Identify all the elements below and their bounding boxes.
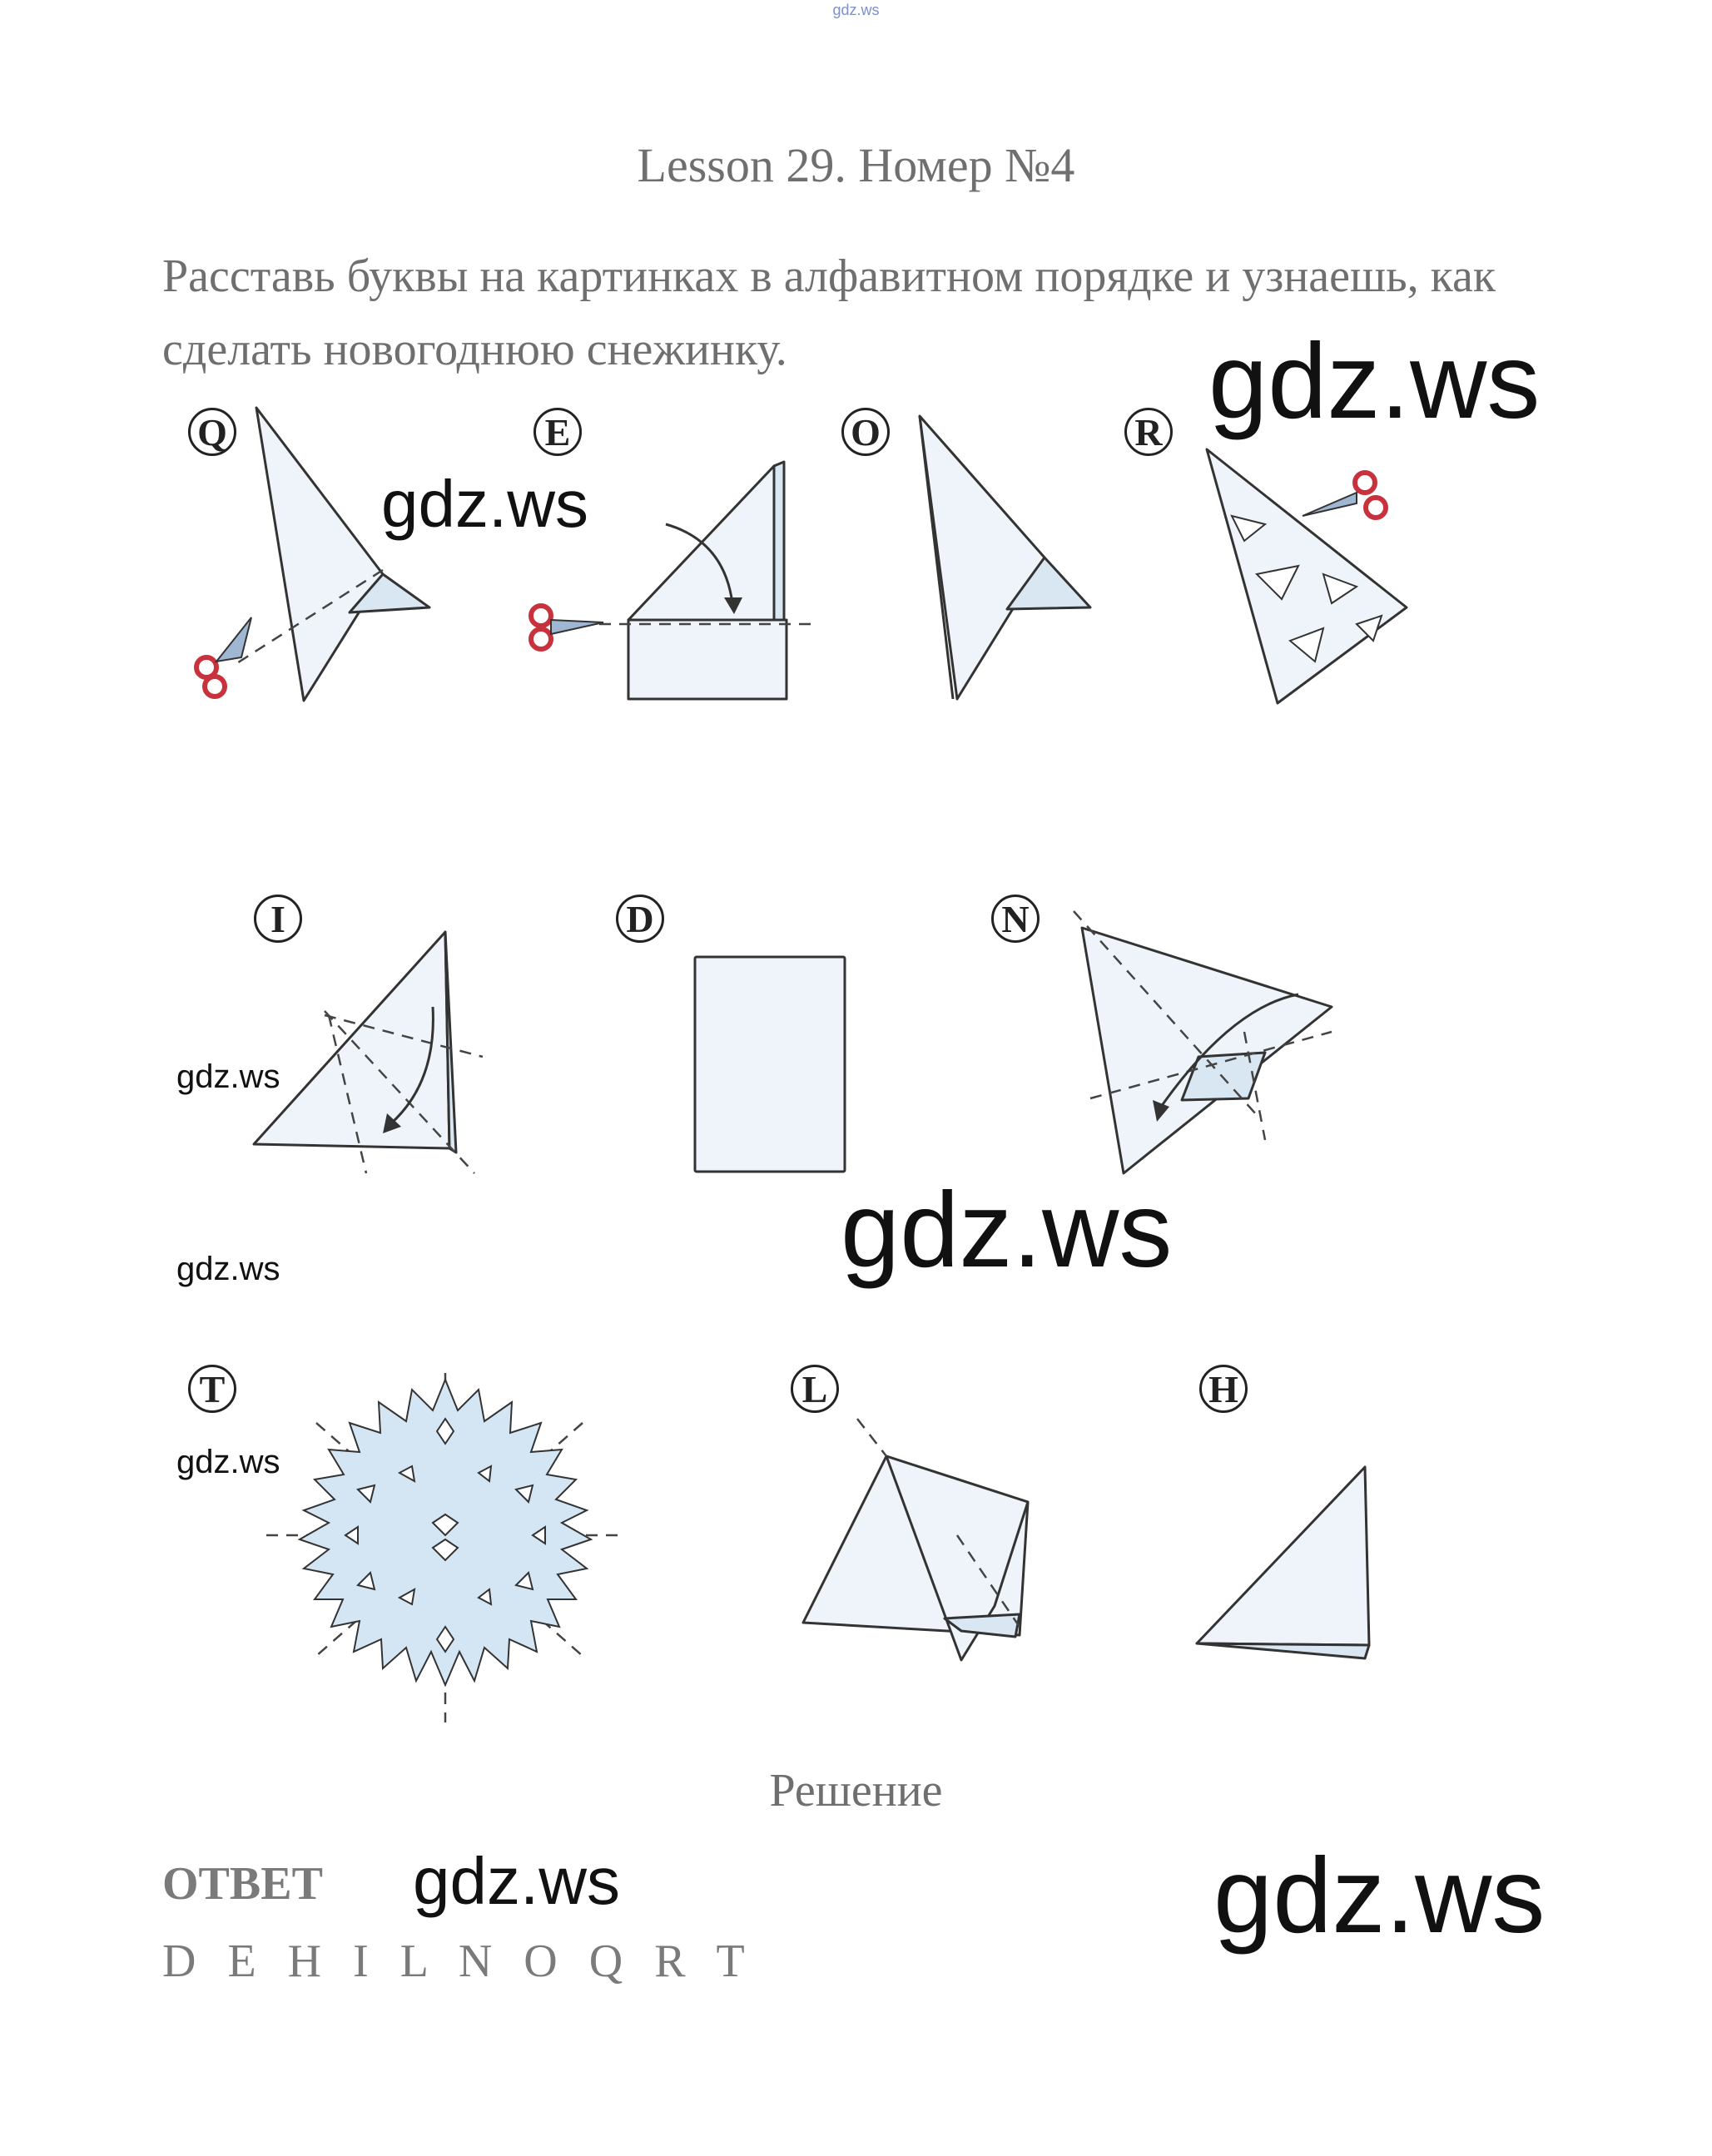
watermark-text: gdz.ws xyxy=(381,467,588,541)
figure-label-t: T xyxy=(188,1365,236,1413)
watermark-text: gdz.ws xyxy=(176,1251,280,1287)
figure-label-d: D xyxy=(616,895,664,943)
figure-o-illustration xyxy=(916,408,1107,707)
watermark-text: gdz.ws xyxy=(176,1444,280,1480)
figure-r-illustration xyxy=(1198,441,1440,707)
figure-t-snowflake xyxy=(266,1373,624,1722)
site-mark: gdz.ws xyxy=(832,2,880,18)
watermark-text: gdz.ws xyxy=(176,1058,280,1095)
figure-label-o: O xyxy=(841,408,890,456)
figure-label-e: E xyxy=(533,408,582,456)
figure-label-r: R xyxy=(1124,408,1173,456)
figure-h-illustration xyxy=(1190,1460,1390,1677)
figure-label-i: I xyxy=(254,895,302,943)
figure-q-illustration xyxy=(183,399,449,707)
scissors-icon xyxy=(531,606,603,649)
scissors-icon xyxy=(196,617,251,696)
watermark-text: gdz.ws xyxy=(841,1171,1173,1290)
scissors-icon xyxy=(1303,473,1386,518)
watermark-text: gdz.ws xyxy=(413,1844,620,1918)
figure-n-illustration xyxy=(1065,907,1348,1182)
figure-label-l: L xyxy=(791,1365,839,1413)
solution-heading: Решение xyxy=(769,1765,943,1816)
figure-d-illustration xyxy=(691,953,849,1177)
figure-label-n: N xyxy=(991,895,1040,943)
answer-label: ОТВЕТ xyxy=(162,1858,323,1910)
watermark-text: gdz.ws xyxy=(1208,322,1541,441)
figure-label-h: H xyxy=(1199,1365,1248,1413)
figure-label-q: Q xyxy=(188,408,236,456)
instruction-text: Расставь буквы на картинках в алфавитном порядке и узнаешь, как сделать новогоднюю снежинку. xyxy=(162,250,1496,375)
watermark-text: gdz.ws xyxy=(1213,1836,1546,1955)
answer-value: D E H I L N O Q R T xyxy=(162,1935,755,1987)
figure-i-illustration xyxy=(250,924,499,1190)
page-title: Lesson 29. Номер №4 xyxy=(637,138,1075,192)
figure-l-illustration xyxy=(795,1419,1053,1668)
